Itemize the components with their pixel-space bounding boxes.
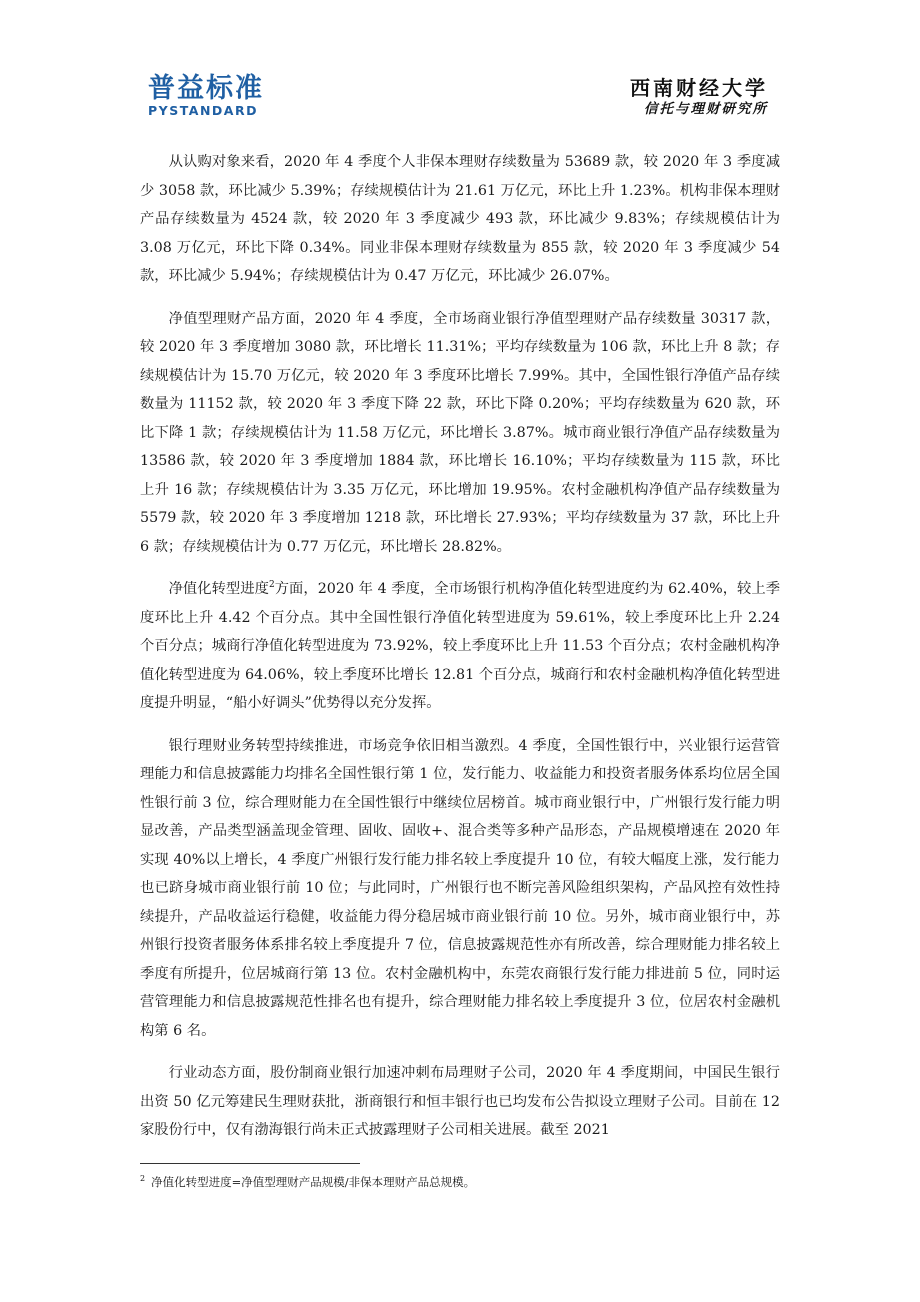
paragraph-transition-progress	[140, 575, 780, 718]
footnote-mark: 2	[140, 1174, 146, 1183]
footnote-divider	[140, 1163, 360, 1164]
paragraph-industry-dynamics: 行业动态方面，股份制商业银行加速冲刺布局理财子公司，2020 年 4 季度期间，中国民生银行出资 50 亿元筹建民生理财获批，浙商银行和恒丰银行也已均发布公告拟设立理财子公司。目前在 12 家股份行中，仅有渤海银行尚未正式披露理财子公司相关进展。截至 2021	[140, 1065, 780, 1138]
university-name: 西南财经大学	[630, 76, 768, 100]
transition-lead: 净值化转型进度	[168, 581, 269, 597]
document-body	[140, 148, 780, 1159]
brand-en: PYSTANDARD	[148, 103, 258, 118]
brand-cn: 普益标准	[148, 73, 264, 104]
university-logo	[630, 76, 768, 118]
footnote-text: 净值化转型进度=净值型理财产品规模/非保本理财产品总规模。	[151, 1174, 476, 1189]
paragraph-competition: 银行理财业务转型持续推进，市场竞争依旧相当激烈。4 季度，全国性银行中，兴业银行运营管理能力和信息披露能力均排名全国性银行第 1 位，发行能力、收益能力和投资者服务体系均位居全国性银行前 3 位，综合理财能力在全国性银行中继续位居榜首。城市商业银行中，广州银行发行能力明显改善，产品类型涵盖现金管理、固收、固收+、混合类等多种产品形态，产品规模增速在 2020 年实现 40%以上增长，4 季度广州银行发行能力排名较上季度提升 10 位，有较大幅度上涨，发行能力也已跻身城市商业银行前 10 位；与此同时，广州银行也不断完善风险组织架构，产品风控有效性持续提升，产品收益运行稳健，收益能力得分稳居城市商业银行前 10 位。另外，城市商业银行中，苏州银行投资者服务体系排名较上季度提升 7 位，信息披露规范性亦有所改善，综合理财能力排名较上季度有所提升，位居城商行第 13 位。农村金融机构中，东莞农商银行发行能力排进前 5 位，同时运营管理能力和信息披露规范性排名也有提升，综合理财能力排名较上季度提升 3 位，位居农村金融机构第 6 名。	[140, 737, 780, 1039]
footnote	[140, 1170, 780, 1191]
page-header	[0, 0, 920, 130]
pystandard-logo	[148, 74, 264, 118]
paragraph-net-value-products: 净值型理财产品方面，2020 年 4 季度，全市场商业银行净值型理财产品存续数量 30317 款，较 2020 年 3 季度增加 3080 款，环比增长 11.31%；平均存续数量为 106 款，环比上升 8 款；存续规模估计为 15.70 万亿元，较 2020 年 3 季度环比增长 7.99%。其中，全国性银行净值产品存续数量为 11152 款，较 2020 年 3 季度下降 22 款，环比下降 0.20%；平均存续数量为 620 款，环比下降 1 款；存续规模估计为 11.58 万亿元，环比增长 3.87%。城市商业银行净值产品存续数量为 13586 款，较 2020 年 3 季度增加 1884 款，环比增长 16.10%；平均存续数量为 115 款，环比上升 16 款；存续规模估计为 3.35 万亿元，环比增加 19.95%。农村金融机构净值产品存续数量为 5579 款，较 2020 年 3 季度增加 1218 款，环比增长 27.93%；平均存续数量为 37 款，环比上升 6 款；存续规模估计为 0.77 万亿元，环比增长 28.82%。	[140, 310, 780, 555]
transition-rest: 方面，2020 年 4 季度，全市场银行机构净值化转型进度约为 62.40%，较上季度环比上升 4.42 个百分点。其中全国性银行净值化转型进度为 59.61%，较上季度环比上升 2.24 个百分点；城商行净值化转型进度为 73.92%，较上季度环比上升 11.53 个百分点；农村金融机构净值化转型进度为 64.06%，较上季度环比增长 12.81 个百分点，城商行和农村金融机构净值化转型进度提升明显，“船小好调头”优势得以充分发挥。	[140, 581, 781, 711]
paragraph-subscribers: 从认购对象来看，2020 年 4 季度个人非保本理财存续数量为 53689 款，较 2020 年 3 季度减少 3058 款，环比减少 5.39%；存续规模估计为 21.61 万亿元，环比上升 1.23%。机构非保本理财产品存续数量为 4524 款，较 2020 年 3 季度减少 493 款，环比减少 9.83%；存续规模估计为 3.08 万亿元，环比下降 0.34%。同业非保本理财存续数量为 855 款，较 2020 年 3 季度减少 54 款，环比减少 5.94%；存续规模估计为 0.47 万亿元，环比减少 26.07%。	[140, 154, 780, 284]
institute-name: 信托与理财研究所	[644, 101, 768, 117]
footnote-reference[interactable]: 2	[268, 580, 275, 591]
